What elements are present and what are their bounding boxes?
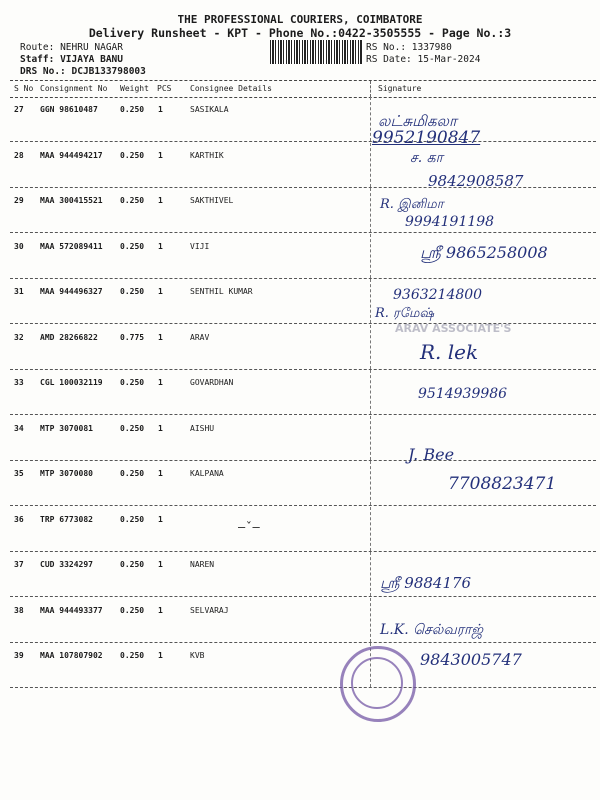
row-pcs: 1 [158, 105, 163, 114]
row-pcs: 1 [158, 378, 163, 387]
row-sno: 31 [14, 287, 24, 296]
signature-column-divider [370, 234, 372, 278]
row-sno: 27 [14, 105, 24, 114]
table-row [10, 598, 596, 643]
signature-row-32: R. lek [420, 340, 479, 364]
row-pcs: 1 [158, 560, 163, 569]
barcode-image [270, 40, 363, 64]
row-pcs: 1 [158, 605, 163, 615]
row-consignee: ARAV [190, 332, 210, 342]
row-consignment-no: MAA 944493377 [40, 605, 103, 615]
row-consignee: SENTHIL KUMAR [190, 287, 253, 296]
row-weight: 0.250 [120, 105, 145, 114]
row-sno: 37 [14, 560, 24, 569]
row-consignment-no: GGN 98610487 [40, 105, 98, 114]
rs-no-value: 1337980 [411, 42, 452, 53]
signature-column-divider [370, 416, 372, 460]
table-row [10, 370, 596, 415]
signature-column-divider [370, 552, 372, 596]
staff-line [20, 54, 123, 65]
table-row [10, 507, 596, 552]
row-consignee: VIJI [190, 241, 210, 251]
row-weight: 0.250 [120, 287, 145, 296]
row-consignee: SAKTHIVEL [190, 196, 234, 205]
row-weight: 0.250 [120, 196, 145, 205]
row-pcs: 1 [158, 241, 163, 251]
drs-line [20, 66, 146, 77]
signature-column-divider [370, 461, 372, 505]
signature-row-39: 9843005747 [420, 650, 522, 669]
row-consignee: NAREN [190, 560, 215, 569]
row-consignment-no: MTP 3070081 [40, 423, 93, 433]
row-sno: 38 [14, 605, 24, 615]
dash-mark: —ˇ— [238, 520, 260, 534]
signature-row-35-phone: 7708823471 [448, 474, 557, 494]
table-row [10, 97, 596, 142]
row-consignee: GOVARDHAN [190, 378, 234, 387]
row-weight: 0.775 [120, 332, 145, 342]
rs-date-line [366, 54, 480, 65]
row-weight: 0.250 [120, 469, 145, 478]
signature-row-33: 9514939986 [418, 386, 508, 402]
row-consignee: AISHU [190, 423, 215, 433]
row-sno: 28 [14, 150, 24, 160]
row-consignment-no: MAA 572089411 [40, 241, 103, 251]
row-consignee: KVB [190, 651, 205, 660]
col-signature: Signature [378, 84, 422, 93]
row-weight: 0.250 [120, 378, 145, 387]
signature-row-27-phone: 9952190847 [372, 128, 481, 148]
row-weight: 0.250 [120, 241, 145, 251]
row-sno: 34 [14, 423, 24, 433]
row-consignment-no: CGL 100032119 [40, 378, 103, 387]
signature-column-divider [370, 279, 372, 323]
signature-row-29-phone: 9994191198 [405, 214, 495, 230]
signature-row-37: ஸ்ரீ 9884176 [380, 574, 472, 592]
signature-column-divider [370, 370, 372, 414]
row-pcs: 1 [158, 514, 163, 524]
row-sno: 39 [14, 651, 24, 660]
col-weight: Weight [120, 84, 149, 93]
signature-column-divider [370, 598, 372, 642]
row-sno: 29 [14, 196, 24, 205]
row-pcs: 1 [158, 287, 163, 296]
arav-stamp-text: ARAV ASSOCIATE'S [395, 322, 512, 335]
rs-no-line [366, 42, 452, 53]
table-row [10, 188, 596, 233]
table-row [10, 416, 596, 461]
row-sno: 36 [14, 514, 24, 524]
row-consignment-no: TRP 6773082 [40, 514, 93, 524]
table-row [10, 279, 596, 324]
row-pcs: 1 [158, 423, 163, 433]
row-consignment-no: CUD 3324297 [40, 560, 93, 569]
row-weight: 0.250 [120, 560, 145, 569]
table-header [10, 80, 596, 98]
row-pcs: 1 [158, 332, 163, 342]
staff-value: VIJAYA BANU [60, 54, 123, 65]
route-value: NEHRU NAGAR [60, 42, 123, 53]
row-consignee: KARTHIK [190, 150, 224, 160]
row-consignee: KALPANA [190, 469, 224, 478]
runsheet-title: Delivery Runsheet - KPT - Phone No.:0422-3505555 - Page No.:3 [88, 26, 512, 40]
col-pcs: PCS [157, 84, 172, 93]
signature-row-31-name: R. ரமேஷ் [375, 306, 435, 321]
staff-label: Staff: [20, 54, 55, 65]
company-title: THE PROFESSIONAL COURIERS, COIMBATORE [177, 13, 423, 26]
row-consignment-no: MAA 107807902 [40, 651, 103, 660]
row-consignee: SELVARAJ [190, 605, 229, 615]
signature-row-31-phone: 9363214800 [393, 287, 483, 303]
drs-value: DCJB133798003 [71, 66, 146, 77]
signature-column-divider [370, 188, 372, 232]
signature-row-27-name: லட்சுமிகலா [378, 112, 457, 130]
route-label: Route: [20, 42, 55, 53]
row-consignment-no: MTP 3070080 [40, 469, 93, 478]
signature-row-38: L.K. செல்வராஜ் [380, 622, 483, 638]
row-pcs: 1 [158, 651, 163, 660]
rs-date-value: 15-Mar-2024 [417, 54, 481, 65]
row-sno: 33 [14, 378, 24, 387]
signature-row-35-name: J. Bee [408, 445, 455, 464]
col-consignee: Consignee Details [190, 84, 272, 93]
row-pcs: 1 [158, 196, 163, 205]
signature-row-28-phone: 9842908587 [428, 172, 524, 190]
row-weight: 0.250 [120, 651, 145, 660]
signature-column-divider [370, 507, 372, 551]
rs-date-label: RS Date: [366, 54, 412, 65]
bank-seal-stamp [340, 646, 416, 722]
table-row [10, 552, 596, 597]
row-consignment-no: MAA 944494217 [40, 150, 103, 160]
signature-row-28-name: ச. கா [410, 150, 443, 166]
row-consignment-no: MAA 300415521 [40, 196, 103, 205]
signature-column-divider [370, 325, 372, 369]
row-sno: 30 [14, 241, 24, 251]
rs-no-label: RS No.: [366, 42, 407, 53]
drs-label: DRS No.: [20, 66, 66, 77]
row-consignment-no: MAA 944496327 [40, 287, 103, 296]
row-weight: 0.250 [120, 514, 145, 524]
route-line [20, 42, 123, 53]
col-sno: S No [14, 84, 34, 93]
row-pcs: 1 [158, 150, 163, 160]
row-consignee: SASIKALA [190, 105, 229, 114]
row-weight: 0.250 [120, 150, 145, 160]
col-consignment: Consignment No [40, 84, 108, 93]
row-sno: 32 [14, 332, 24, 342]
bank-seal-inner [351, 657, 403, 709]
row-sno: 35 [14, 469, 24, 478]
row-consignment-no: AMD 28266822 [40, 332, 98, 342]
row-pcs: 1 [158, 469, 163, 478]
row-weight: 0.250 [120, 605, 145, 615]
row-weight: 0.250 [120, 423, 145, 433]
signature-row-30: ஸ்ரீ 9865258008 [420, 243, 548, 262]
signature-row-29-name: R. இனிமா [380, 197, 444, 212]
signature-column-divider [370, 143, 372, 187]
